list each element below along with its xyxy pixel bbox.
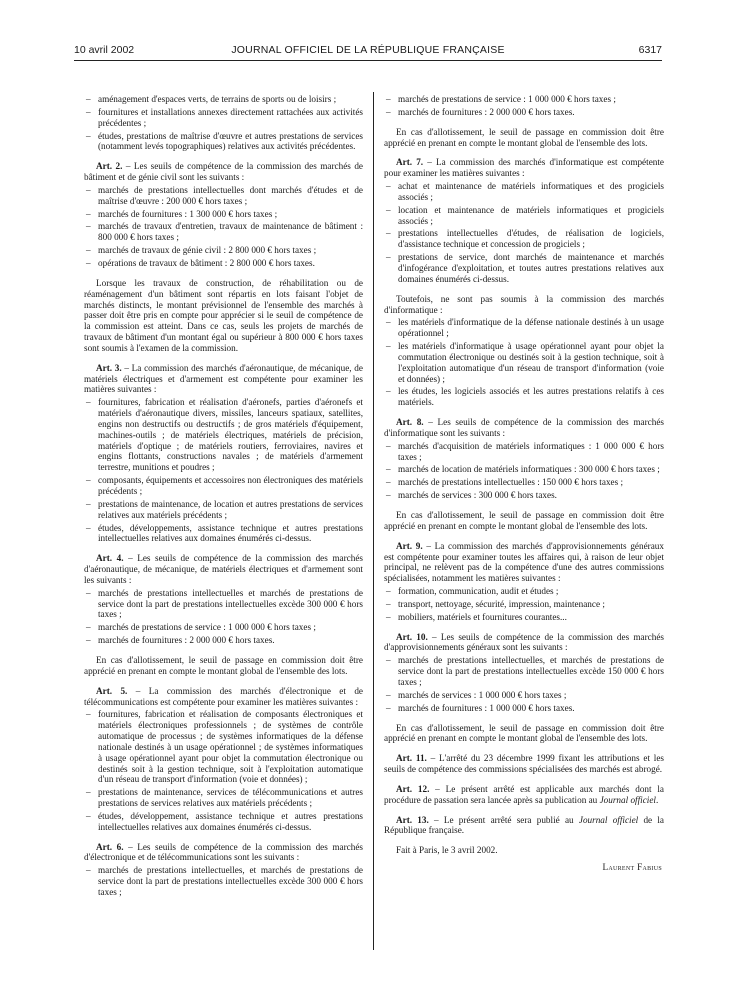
signatory-name: Laurent Fabius: [602, 862, 662, 873]
header-rule: [74, 60, 662, 61]
issue-date: 10 avril 2002: [74, 44, 135, 56]
article-text: – La commission des marchés d'aéronautique, de mécanique, de matériels électriques et d'armement est compétente pour examiner les matières suivantes :: [84, 362, 363, 395]
article-3-list: [84, 397, 363, 544]
list-item: – marchés de services : 300 000 € hors taxes.: [384, 490, 664, 501]
article-text: – L'arrêté du 23 décembre 1999 fixant les attributions et les seuils de compétence des commissions spécialisées des marchés est abrogé.: [384, 753, 665, 775]
article-4-list: [84, 588, 363, 646]
list-item: – composants, équipements et accessoires non électroniques des matériels précédents ;: [84, 475, 363, 497]
journal-title: JOURNAL OFFICIEL DE LA RÉPUBLIQUE FRANÇAISE: [231, 44, 505, 56]
article-6: [84, 842, 363, 864]
list-item: – marchés de services : 1 000 000 € hors taxes ;: [384, 690, 664, 701]
article-label: Art. 10.: [396, 631, 428, 642]
article-label: Art. 2.: [96, 161, 123, 172]
list-item: – prestations de service, dont marchés de maintenance et marchés d'infogérance d'exploitation, et toutes autres prestations relatives aux domaines énumérés ci-dessus.: [384, 252, 664, 285]
list-item: – marchés de prestations intellectuelles, et marchés de prestations de service dont la part de prestations intellectuelles excède 150 000 € hors taxes ;: [384, 655, 664, 688]
article-6-paragraph: En cas d'allotissement, le seuil de passage en commission doit être apprécié en prenant en compte le montant global de l'ensemble des lots.: [384, 126, 664, 148]
article-label: Art. 3.: [96, 362, 122, 373]
article-7-exclusions-list: [384, 317, 664, 408]
article-label: Art. 13.: [396, 814, 429, 825]
article-text-end: de la République française.: [384, 814, 664, 836]
article-12: [384, 784, 664, 806]
article-8-list: [384, 441, 664, 501]
article-label: Art. 8.: [396, 417, 424, 428]
list-item: – marchés de prestations intellectuelles, et marchés de prestations de service dont la part de prestations intellectuelles excède 300 000 € hors taxes ;: [84, 865, 363, 898]
list-item: – aménagement d'espaces verts, de terrains de sports ou de loisirs ;: [84, 94, 363, 105]
article-text-end: .: [655, 794, 659, 805]
article-text: – Les seuils de compétence de la commission des marchés d'électronique et de télécommunications sont les suivants :: [84, 841, 363, 863]
list-item: – marchés de fournitures : 1 300 000 € hors taxes ;: [84, 209, 363, 220]
article-7-paragraph: Toutefois, ne sont pas soumis à la commission des marchés d'informatique :: [384, 293, 664, 315]
article-text: – La commission des marchés d'informatique est compétente pour examiner les matières suivantes :: [384, 157, 664, 179]
article-text: – La commission des marchés d'électronique et de télécommunications est compétente pour examiner les matières suivantes :: [84, 685, 363, 707]
article-2: [84, 161, 363, 183]
article-7: [384, 157, 664, 179]
journal-reference: Journal officiel: [599, 794, 656, 805]
article-label: Art. 11.: [396, 753, 427, 764]
article-text: – Les seuils de compétence de la commission des marchés de bâtiment et de génie civil sont les suivants :: [84, 161, 363, 183]
article-8: [384, 417, 664, 439]
list-item: – marchés de prestations de service : 1 000 000 € hors taxes ;: [84, 622, 363, 633]
list-item: – études, développements, assistance technique et autres prestations intellectuelles relatives aux domaines énumérés ci-dessus.: [84, 523, 363, 545]
article-text: – Le présent arrêté est applicable aux marchés dont la procédure de passation sera lancée après sa publication au: [384, 783, 664, 805]
list-item: – prestations de maintenance, services de télécommunications et autres prestations de services relatives aux matériels précédents ;: [84, 787, 363, 809]
left-column: [84, 94, 363, 907]
page-number: 6317: [638, 44, 662, 56]
journal-reference: Journal officiel: [578, 814, 639, 825]
list-item: – études, prestations de maîtrise d'œuvre et autres prestations de services (notamment levés topographiques) relatives aux activités précédentes.: [84, 131, 363, 153]
list-item: – fournitures et installations annexes directement rattachées aux activités précédentes ;: [84, 107, 363, 129]
list-item: – les matériels d'informatique de la défense nationale destinés à un usage opérationnel ;: [384, 317, 664, 339]
article-10: [384, 632, 664, 654]
list-item: – mobiliers, matériels et fournitures courantes...: [384, 612, 664, 623]
list-item: – marchés de prestations intellectuelles dont marchés d'études et de maîtrise d'œuvre : 200 000 € hors taxes ;: [84, 185, 363, 207]
list-item: – marchés de fournitures : 1 000 000 € hors taxes.: [384, 703, 664, 714]
list-item: – opérations de travaux de bâtiment : 2 800 000 € hors taxes.: [84, 258, 363, 269]
article-text: – Le présent arrêté sera publié au: [428, 814, 579, 825]
article-6-list-continued: [384, 94, 664, 118]
article-text: – La commission des marchés d'approvisionnements généraux est compétente pour examiner toutes les affaires qui, à raison de leur objet principal, ne relèvent pas de la compétence d'une des autres commissions spécialisées, notamment les matières suivantes :: [384, 540, 664, 584]
list-item: – prestations intellectuelles d'études, de réalisation de logiciels, d'assistance technique et concession de progiciels ;: [384, 228, 664, 250]
article-8-paragraph: En cas d'allotissement, le seuil de passage en commission doit être apprécié en prenant en compte le montant global de l'ensemble des lots.: [384, 510, 664, 531]
list-item: – marchés de fournitures : 2 000 000 € hors taxes.: [84, 635, 363, 646]
article-6-list: [84, 865, 363, 898]
article-label: Art. 9.: [396, 540, 423, 551]
article-2-list: [84, 185, 363, 269]
article-label: Art. 5.: [96, 685, 128, 696]
list-item: – marchés de prestations intellectuelles : 150 000 € hors taxes ;: [384, 477, 664, 488]
article-text: – Les seuils de compétence de la commission des marchés d'aéronautique, de mécanique, de matériels électriques et d'armement sont les suivants :: [84, 553, 363, 585]
list-item: – marchés de prestations de service : 1 000 000 € hors taxes ;: [384, 94, 664, 105]
article-label: Art. 6.: [96, 841, 124, 852]
list-item: – les études, les logiciels associés et les autres prestations relatifs à ces matériels.: [384, 386, 664, 408]
intro-list: [84, 94, 363, 152]
article-11: [384, 753, 664, 775]
place-and-date: Fait à Paris, le 3 avril 2002.: [396, 845, 498, 856]
list-item: – marchés de location de matériels informatiques : 300 000 € hors taxes ;: [384, 464, 664, 475]
article-5: [84, 686, 363, 708]
list-item: – marchés de prestations intellectuelles et marchés de prestations de service dont la part de prestations intellectuelles excède 300 000 € hors taxes ;: [84, 588, 363, 621]
list-item: – location et maintenance de matériels informatiques et progiciels associés ;: [384, 205, 664, 227]
article-10-paragraph: En cas d'allotissement, le seuil de passage en commission doit être apprécié en prenant en compte le montant global de l'ensemble des lots.: [384, 722, 664, 744]
article-label: Art. 12.: [396, 783, 430, 794]
article-label: Art. 7.: [396, 157, 424, 168]
list-item: – prestations de maintenance, de location et autres prestations de services relatives aux matériels précédents ;: [84, 499, 363, 521]
right-column: [384, 94, 664, 873]
page-header: [74, 44, 662, 60]
article-10-list: [384, 655, 664, 713]
article-9-list: [384, 586, 664, 623]
list-item: – les matériels d'informatique à usage opérationnel ayant pour objet la commutation électronique ou destinés soit à la gestion technique, soit à l'exploitation automatique d'un réseau de transport d'information (voie et données) ;: [384, 341, 664, 384]
list-item: – marchés de fournitures : 2 000 000 € hors taxes.: [384, 107, 664, 118]
list-item: – études, développement, assistance technique et autres prestations intellectuelles relatives aux domaines énumérés ci-dessus.: [84, 811, 363, 833]
list-item: – fournitures, fabrication et réalisation de composants électroniques et matériels électroniques professionnels ; de systèmes de contrôle automatique de processus ; de systèmes informatiques de la défense nationale destinés à un usage opérationnel ; de systèmes informatiques à usage opérationnel ayant pour objet la commutation électronique ou destinés soit à la gestion technique, soit à l'exploitation automatique d'un réseau de transport d'information (voie et données) ;: [84, 709, 363, 785]
column-divider: [373, 92, 374, 950]
article-4: [84, 553, 363, 586]
list-item: – transport, nettoyage, sécurité, impression, maintenance ;: [384, 599, 664, 610]
article-13: [384, 815, 664, 837]
list-item: – marchés d'acquisition de matériels informatiques : 1 000 000 € hors taxes ;: [384, 441, 664, 463]
article-4-paragraph: En cas d'allotissement, le seuil de passage en commission doit être apprécié en prenant en compte le montant global de l'ensemble des lots.: [84, 654, 363, 676]
list-item: – marchés de travaux de génie civil : 2 800 000 € hors taxes ;: [84, 245, 363, 256]
article-5-list: [84, 709, 363, 832]
list-item: – marchés de travaux d'entretien, travaux de maintenance de bâtiment : 800 000 € hors taxes ;: [84, 221, 363, 243]
article-2-paragraph: Lorsque les travaux de construction, de réhabilitation ou de réaménagement d'un bâtiment sont répartis en lots faisant l'objet de marchés distincts, le montant prévisionnel de l'ensemble des marchés à passer doit être pris en compte pour apprécier si le seuil de compétence de la commission est atteint. Dans ce cas, seuls les projets de marchés de travaux de bâtiment d'un montant égal ou supérieur à 800 000 € hors taxes sont soumis à l'examen de la commission.: [84, 277, 363, 353]
list-item: – formation, communication, audit et études ;: [384, 586, 664, 597]
article-9: [384, 541, 664, 584]
article-text: – Les seuils de compétence de la commission des marchés d'informatique sont les suivants :: [384, 417, 664, 438]
article-text: – Les seuils de compétence de la commission des marchés d'approvisionnements généraux sont les suivants :: [384, 631, 664, 653]
article-7-list: [384, 181, 664, 285]
article-label: Art. 4.: [96, 553, 124, 564]
article-3: [84, 363, 363, 396]
list-item: – achat et maintenance de matériels informatiques et des progiciels associés ;: [384, 181, 664, 203]
list-item: – fournitures, fabrication et réalisation d'aéronefs, parties d'aéronefs et matériels d'aéronautique divers, missiles, lanceurs spatiaux, satellites, engins non destructifs ou destructifs ; de gros matériels d'équipement, machines-outils ; de matériels électriques, matériels de précision, matériels d'optique ; de matériels routiers, ferroviaires, navires et engins flottants, constructions navales ; de matériels d'armement terrestre, munitions et poudres ;: [84, 397, 363, 473]
